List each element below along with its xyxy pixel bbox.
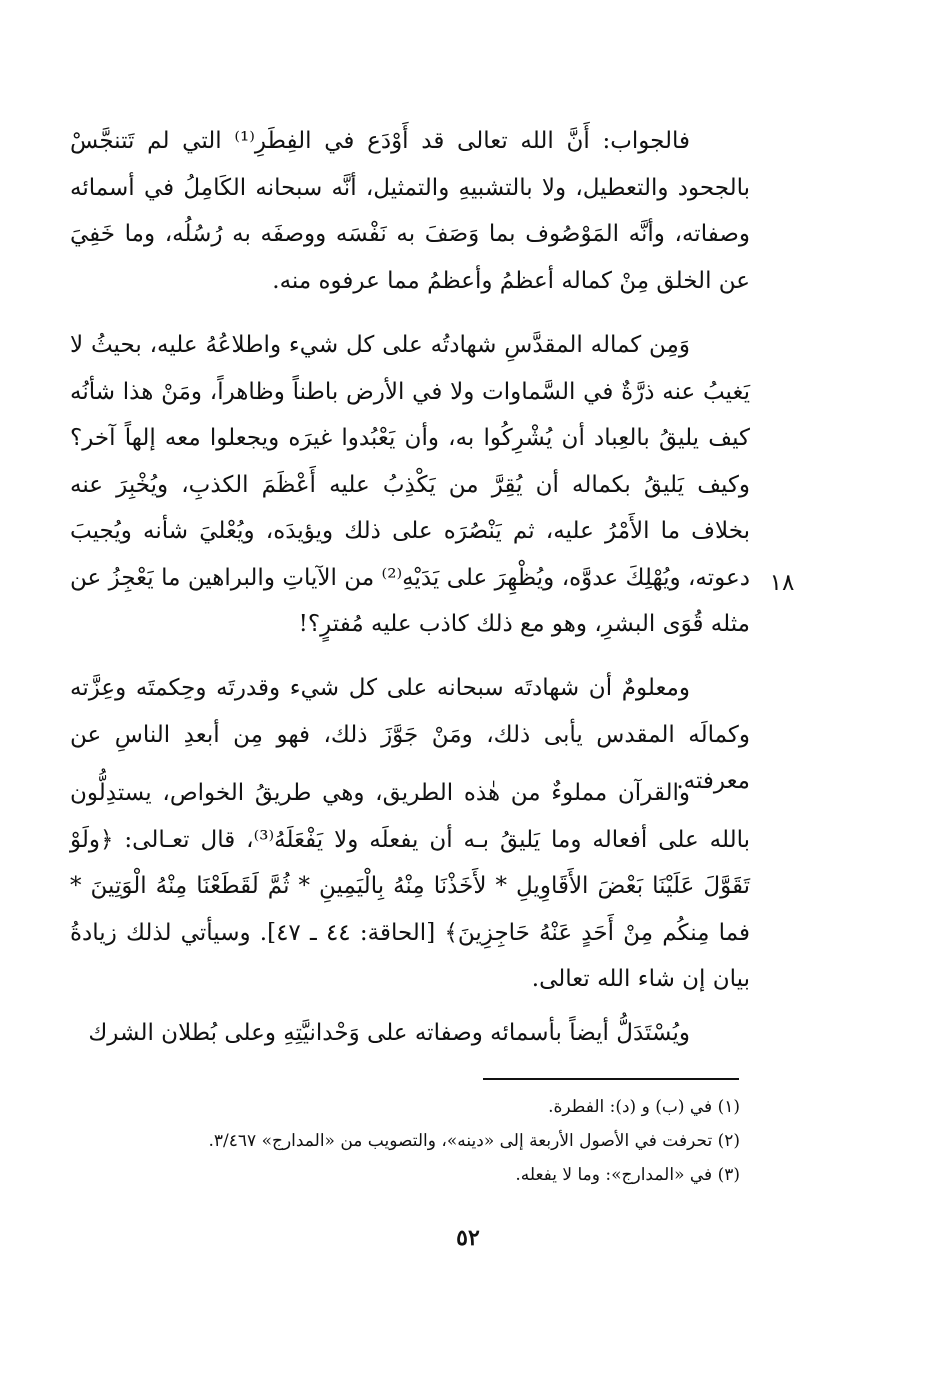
page-number: ٥٢ bbox=[456, 1225, 480, 1251]
footnote-2: (٢) تحرفت في الأصول الأربعة إلى «دينه»، والتصويب من «المدارج» ٣/٤٦٧. bbox=[208, 1131, 740, 1151]
margin-reference-number: ١٨ bbox=[769, 570, 795, 596]
footnote-1: (١) في (ب) و (د): الفطرة. bbox=[548, 1097, 740, 1117]
footnotes bbox=[150, 1090, 740, 1192]
paragraph-text: والقرآن مملوءٌ من هٰذه الطريق، وهي طريقُ الخواص، يستدِلُّون بالله على أفعاله وما يَليقُ بـه أن يفعلَه ولا يَفْعَلَهُ⁽³⁾، قال تعـالى: ﴿ولَوْ تَقَوَّلَ عَلَيْنَا بَعْضَ الأَقَاوِيلِ * لأَخَذْنَا مِنْهُ بِالْيَمِينِ * ثُمَّ لَقَطَعْنَا مِنْهُ الْوَتِينَ * فما مِنكُم مِنْ أَحَدٍ عَنْهُ حَاجِزِينَ﴾ [الحاقة: ٤٤ ـ ٤٧]. وسيأتي لذلك زيادةُ بيان إن شاء الله تعالى. bbox=[70, 780, 750, 992]
paragraph-text: وَمِن كماله المقدَّسِ شهادتُه على كل شيء واطلاعُهُ عليه، بحيثُ لا يَغيبُ عنه ذرَّةٌ في السَّماوات ولا في الأرض باطناً وظاهراً، ومَنْ هذا شأنُه كيف يليقُ بالعِباد أن يُشْرِكُوا به، وأن يَعْبُدوا غيرَه ويجعلوا معه إلهاً آخر؟ وكيف يَليقُ بكماله أن يُقِرَّ من يَكْذِبُ عليه أَعْظَمَ الكذبِ، ويُخْبِرَ عنه بخلاف ما الأَمْرُ عليه، ثم يَنْصُرَه على ذلك ويؤيدَه، ويُعْليَ شأنه ويُجيبَ دعوته، ويُهْلِكَ عدوَّه، ويُظْهِرَ على يَدَيْهِ⁽²⁾ من الآياتِ والبراهين ما يَعْجِزُ عن مثله قُوَى البشرِ، وهو مع ذلك كاذب عليه مُفترٍ؟! bbox=[70, 332, 751, 637]
body-paragraph-2 bbox=[70, 322, 750, 648]
paragraph-text: ومعلومٌ أن شهادتَه سبحانه على كل شيء وقدرتَه وحِكمتَه وعِزَّته وكمالَه المقدس يأبى ذلك، ومَنْ جَوَّزَ ذلك، فهو مِن أبعدِ الناسِ عن معرفته. bbox=[70, 675, 750, 794]
body-paragraph-1 bbox=[70, 118, 750, 304]
paragraph-text: ويُسْتَدَلُّ أيضاً بأسمائه وصفاته على وَحْدانيَّتِهِ وعلى بُطلان الشرك bbox=[88, 1020, 690, 1046]
footnote-divider bbox=[483, 1078, 739, 1080]
body-paragraph-4 bbox=[70, 770, 750, 1003]
body-paragraph-5 bbox=[70, 1010, 750, 1057]
footnote-3: (٣) في «المدارج»: وما لا يفعله. bbox=[515, 1165, 740, 1185]
paragraph-text: فالجواب: أَنَّ الله تعالى قد أَوْدَع في الفِطَرِ⁽¹⁾ التي لم تَتنجَّسْ بالجحود والتعطيل، ولا بالتشبيهِ والتمثيل، أنَّه سبحانه الكَامِلُ في أسمائه وصفاته، وأنَّه المَوْصُوف بما وَصَفَ به نَفْسَه ووصفَه به رُسُلُه، وما خَفِيَ عن الخلق مِنْ كماله أعظمُ وأعظمُ مما عرفوه منه. bbox=[70, 128, 750, 294]
